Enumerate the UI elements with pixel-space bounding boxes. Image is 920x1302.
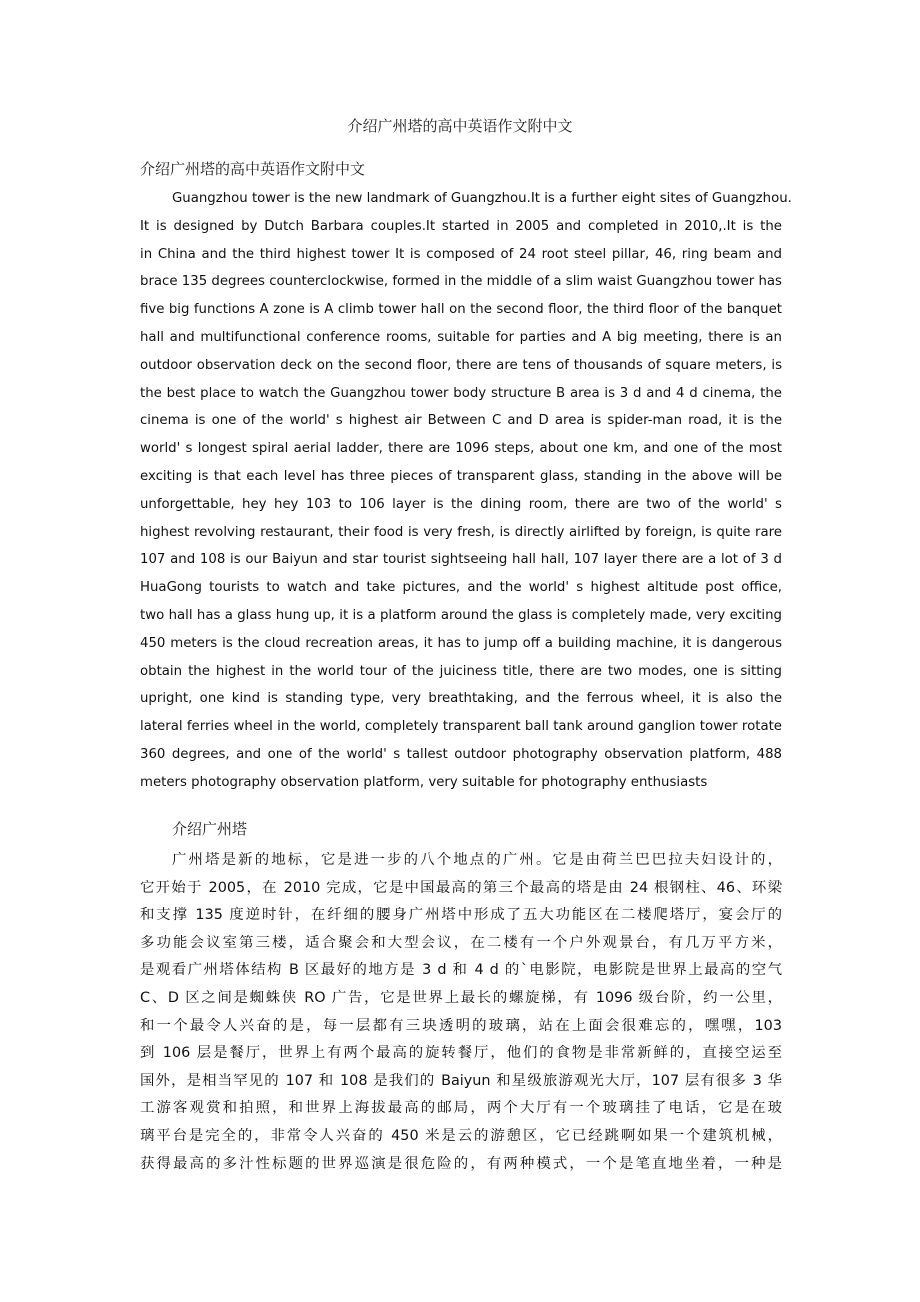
chinese-line: 获得最高的多汁性标题的世界巡演是很危险的，有两种模式，一个是笔直地坐着，一种是 [140, 1155, 782, 1172]
chinese-line: 国外，是相当罕见的 107 和 108 是我们的 Baiyun 和星级旅游观光大厅，107 层有很多 3 华 [140, 1072, 782, 1089]
chinese-line: 是观看广州塔体结构 B 区最好的地方是 3 d 和 4 d 的`电影院，电影院是世界上最高的空气 [140, 962, 782, 979]
english-line: meters photography observation platform, very suitable for photography enthusiasts [140, 774, 708, 790]
english-line: the best place to watch the Guangzhou tower body structure B area is 3 d and 4 d cinema, the [140, 385, 782, 401]
english-line: cinema is one of the world' s highest air Between C and D area is spider-man road, it is the [140, 413, 782, 429]
chinese-line: 它开始于 2005，在 2010 完成，它是中国最高的第三个最高的塔是由 24 根钢柱、46、环梁 [140, 879, 782, 896]
document-subtitle: 介绍广州塔的高中英语作文附中文 [140, 160, 366, 178]
english-line: exciting is that each level has three pieces of transparent glass, standing in the above will be [140, 468, 782, 484]
english-line: brace 135 degrees counterclockwise, formed in the middle of a slim waist Guangzhou tower has [140, 274, 782, 290]
english-line: two hall has a glass hung up, it is a platform around the glass is completely made, very exciting [140, 607, 782, 623]
english-line: highest revolving restaurant, their food is very fresh, is directly airlifted by foreign, is quite rare [140, 524, 782, 540]
chinese-line: 到 106 层是餐厅，世界上有两个最高的旋转餐厅，他们的食物是非常新鲜的，直接空运至 [140, 1045, 782, 1062]
chinese-translation [140, 847, 782, 1178]
document-title: 介绍广州塔的高中英语作文附中文 [347, 117, 573, 135]
english-line: unforgettable, hey hey 103 to 106 layer is the dining room, there are two of the world' s [140, 496, 782, 512]
english-line: five big functions A zone is A climb tower hall on the second floor, the third floor of the banquet [140, 302, 782, 318]
chinese-line: 璃平台是完全的，非常令人兴奋的 450 米是云的游憩区，它已经跳啊如果一个建筑机械， [140, 1127, 782, 1144]
english-line: obtain the highest in the world tour of the juiciness title, there are two modes, one is sitting [140, 663, 782, 679]
chinese-line: 工游客观赏和拍照，和世界上海拔最高的邮局，两个大厅有一个玻璃挂了电话，它是在玻 [140, 1100, 782, 1117]
chinese-line: 和一个最令人兴奋的是，每一层都有三块透明的玻璃，站在上面会很难忘的，嘿嘿，103 [140, 1017, 782, 1034]
english-line: hall and multifunctional conference rooms, suitable for parties and A big meeting, there is an [140, 329, 782, 345]
chinese-line: 广州塔是新的地标，它是进一步的八个地点的广州。它是由荷兰巴巴拉夫妇设计的， [172, 852, 782, 868]
english-line: upright, one kind is standing type, very breathtaking, and the ferrous wheel, it is also the [140, 691, 782, 707]
chinese-line: 多功能会议室第三楼，适合聚会和大型会议，在二楼有一个户外观景台，有几万平方米， [140, 934, 782, 951]
english-line: outdoor observation deck on the second floor, there are tens of thousands of square meters, is [140, 357, 782, 373]
english-line: 450 meters is the cloud recreation areas, it has to jump off a building machine, it is dangerous [140, 635, 782, 651]
chinese-line: 和支撑 135 度逆时针，在纤细的腰身广州塔中形成了五大功能区在二楼爬塔厅，宴会厅的 [140, 907, 782, 924]
english-line: It is designed by Dutch Barbara couples.It started in 2005 and completed in 2010,.It is the [140, 218, 782, 234]
english-line: HuaGong tourists to watch and take pictures, and the world' s highest altitude post office, [140, 580, 782, 596]
english-line: 360 degrees, and one of the world' s tallest outdoor photography observation platform, 488 [140, 746, 782, 762]
chinese-line: C、D 区之间是蜘蛛侠 RO 广告，它是世界上最长的螺旋梯，有 1096 级台阶，约一公里， [140, 989, 782, 1006]
english-line: Guangzhou tower is the new landmark of Guangzhou.It is a further eight sites of Guangzhou. [172, 191, 792, 206]
english-line: lateral ferries wheel in the world, completely transparent ball tank around ganglion tower rotate [140, 719, 782, 735]
english-essay [140, 185, 792, 797]
english-line: world' s longest spiral aerial ladder, there are 1096 steps, about one km, and one of the most [140, 441, 782, 457]
english-line: 107 and 108 is our Baiyun and star tourist sightseeing hall hall, 107 layer there are a lot of 3 d [140, 552, 782, 568]
chinese-heading: 介绍广州塔 [172, 820, 248, 838]
english-line: in China and the third highest tower It is composed of 24 root steel pillar, 46, ring beam and [140, 246, 782, 262]
